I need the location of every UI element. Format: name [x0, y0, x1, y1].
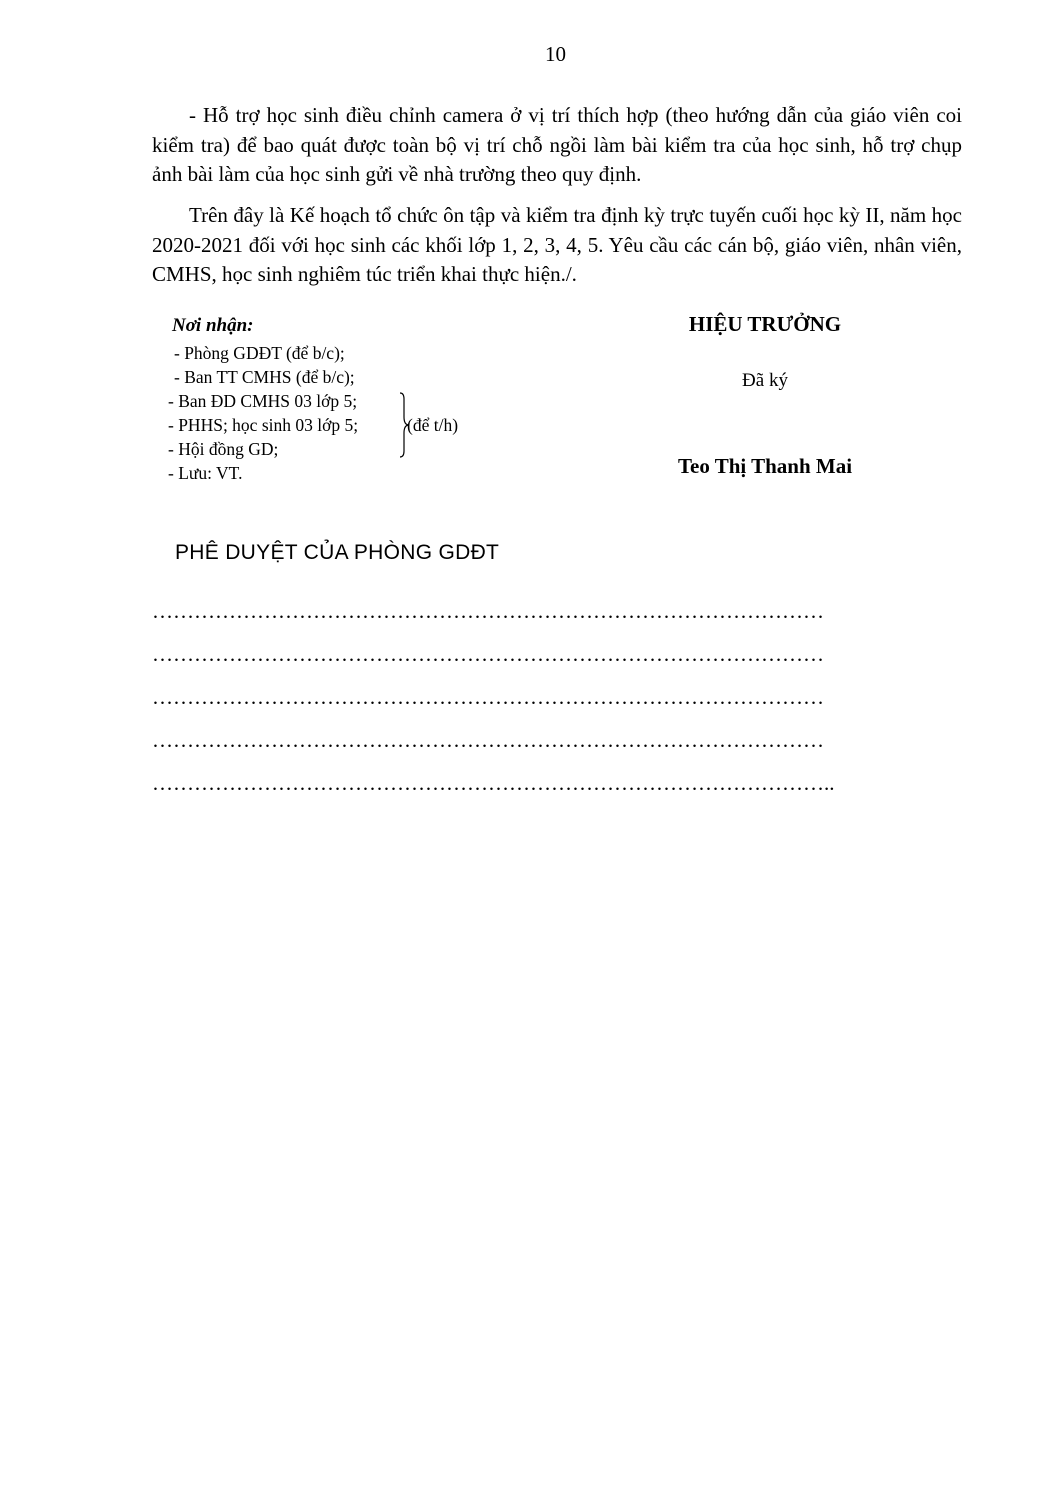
page-number: 10: [545, 42, 566, 66]
recipients-heading: Nơi nhận:: [172, 315, 254, 336]
signer-title: HIỆU TRƯỞNG: [688, 312, 842, 336]
paragraph-camera-support: - Hỗ trợ học sinh điều chỉnh camera ở vị trí thích hợp (theo hướng dẫn của giáo viên coi kiểm tra) để bao quát được toàn bộ vị trí chỗ ngồi làm bài kiểm tra của học sinh, hỗ trợ chụp ảnh bài làm của học sinh gửi về nhà trường theo quy định.: [152, 103, 962, 186]
approval-title: PHÊ DUYỆT CỦA PHÒNG GDĐT: [175, 541, 500, 564]
signed-note: Đã ký: [742, 370, 788, 391]
recipient-item: - Lưu: VT.: [168, 463, 243, 483]
recipient-item: - PHHS; học sinh 03 lớp 5;: [168, 415, 359, 435]
approval-dotted-line: ……………………………………………………………………………………: [152, 728, 824, 752]
recipient-item: - Ban ĐD CMHS 03 lớp 5;: [168, 391, 358, 411]
recipient-item: - Phòng GDĐT (để b/c);: [174, 343, 345, 363]
signer-name: Teo Thị Thanh Mai: [677, 454, 853, 478]
recipient-bracket-group: [168, 389, 459, 461]
paragraph-conclusion: Trên đây là Kế hoạch tổ chức ôn tập và kiểm tra định kỳ trực tuyến cuối học kỳ II, năm học 2020-2021 đối với học sinh các khối lớp 1, 2, 3, 4, 5. Yêu cầu các cán bộ, giáo viên, nhân viên, CMHS, học sinh nghiêm túc triển khai thực hiện./.: [152, 203, 962, 286]
recipient-item: - Ban TT CMHS (để b/c);: [174, 367, 355, 387]
recipient-item: - Hội đồng GD;: [168, 439, 279, 459]
bracket-label: (để t/h): [407, 415, 459, 435]
approval-dotted-line: ……………………………………………………………………………………: [152, 685, 824, 709]
approval-dotted-line: ……………………………………………………………………………………: [152, 599, 824, 623]
approval-dotted-line: ……………………………………………………………………………………..: [152, 771, 835, 795]
recipients-block: [168, 314, 459, 485]
approval-dotted-line: ……………………………………………………………………………………: [152, 642, 824, 666]
